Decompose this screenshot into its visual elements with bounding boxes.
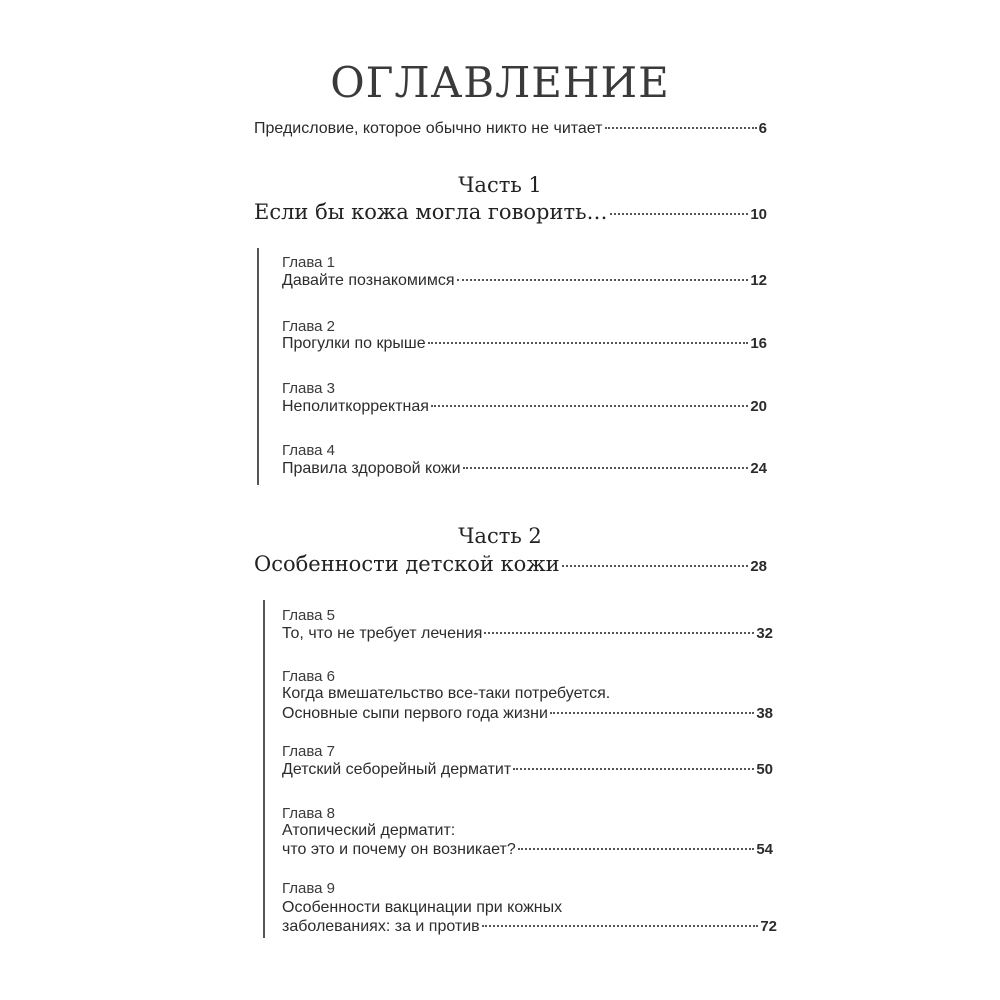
- chapter-title: что это и почему он возникает?: [282, 841, 516, 858]
- section-bar: [263, 600, 265, 938]
- dot-leader: [518, 848, 755, 850]
- page-number: 24: [750, 460, 767, 477]
- chapter-title-line: Атопический дерматит:: [282, 822, 456, 839]
- chapter-8-label: Глава 8: [282, 805, 336, 822]
- page-number: 20: [750, 398, 767, 415]
- dot-leader: [610, 213, 749, 215]
- toc-entry-chapter-5[interactable]: [282, 625, 773, 643]
- chapter-title-line: Когда вмешательство все-таки потребуется.: [282, 685, 611, 702]
- chapter-6-label: Глава 6: [282, 668, 336, 685]
- page-number: 12: [750, 272, 767, 289]
- toc-entry-part-2[interactable]: [254, 552, 767, 576]
- part-2-label: Часть 2: [458, 524, 542, 548]
- dot-leader: [457, 279, 749, 281]
- toc-entry-chapter-8[interactable]: [282, 841, 773, 859]
- toc-entry-chapter-2[interactable]: [282, 335, 767, 353]
- chapter-title: заболеваниях: за и против: [282, 918, 480, 935]
- dot-leader: [484, 632, 754, 634]
- chapter-title: То, что не требует лечения: [282, 625, 483, 642]
- chapter-title: Основные сыпи первого года жизни: [282, 705, 548, 722]
- toc-entry-chapter-7[interactable]: [282, 761, 773, 779]
- toc-entry-chapter-4[interactable]: [282, 460, 767, 478]
- chapter-title: Неполиткорректная: [282, 398, 429, 415]
- dot-leader: [562, 565, 749, 567]
- part-title: Если бы кожа могла говорить…: [254, 200, 608, 224]
- chapter-7-label: Глава 7: [282, 743, 336, 760]
- dot-leader: [463, 467, 749, 469]
- chapter-title: Прогулки по крыше: [282, 335, 426, 352]
- toc-entry-preface[interactable]: [254, 120, 767, 138]
- part-title: Особенности детской кожи: [254, 552, 560, 576]
- toc-entry-title: Предисловие, которое обычно никто не читает: [254, 120, 603, 137]
- chapter-title: Правила здоровой кожи: [282, 460, 461, 477]
- page-title: ОГЛАВЛЕНИЕ: [330, 58, 670, 107]
- chapter-title-line: Особенности вакцинации при кожных: [282, 899, 563, 916]
- chapter-title: Детский себорейный дерматит: [282, 761, 512, 778]
- page-number: 54: [756, 841, 773, 858]
- chapter-4-label: Глава 4: [282, 442, 336, 459]
- page-number: 28: [750, 558, 767, 575]
- toc-entry-chapter-9[interactable]: [282, 918, 777, 936]
- dot-leader: [482, 925, 759, 927]
- dot-leader: [513, 768, 754, 770]
- dot-leader: [431, 405, 748, 407]
- page-number: 32: [756, 625, 773, 642]
- toc-entry-chapter-3[interactable]: [282, 398, 767, 416]
- page-number: 72: [760, 918, 777, 935]
- page-number: 16: [750, 335, 767, 352]
- section-bar: [257, 248, 259, 485]
- chapter-title: Давайте познакомимся: [282, 272, 455, 289]
- dot-leader: [428, 342, 749, 344]
- page-number: 38: [756, 705, 773, 722]
- chapter-9-label: Глава 9: [282, 880, 336, 897]
- chapter-2-label: Глава 2: [282, 318, 336, 335]
- toc-entry-part-1[interactable]: [254, 200, 767, 224]
- dot-leader: [550, 712, 754, 714]
- chapter-3-label: Глава 3: [282, 380, 336, 397]
- part-1-label: Часть 1: [458, 173, 542, 197]
- chapter-5-label: Глава 5: [282, 607, 336, 624]
- toc-entry-chapter-6[interactable]: [282, 705, 773, 723]
- dot-leader: [605, 127, 757, 129]
- toc-entry-chapter-1[interactable]: [282, 272, 767, 290]
- page-number: 10: [750, 206, 767, 223]
- chapter-1-label: Глава 1: [282, 254, 336, 271]
- page-number: 6: [758, 120, 767, 137]
- page-number: 50: [756, 761, 773, 778]
